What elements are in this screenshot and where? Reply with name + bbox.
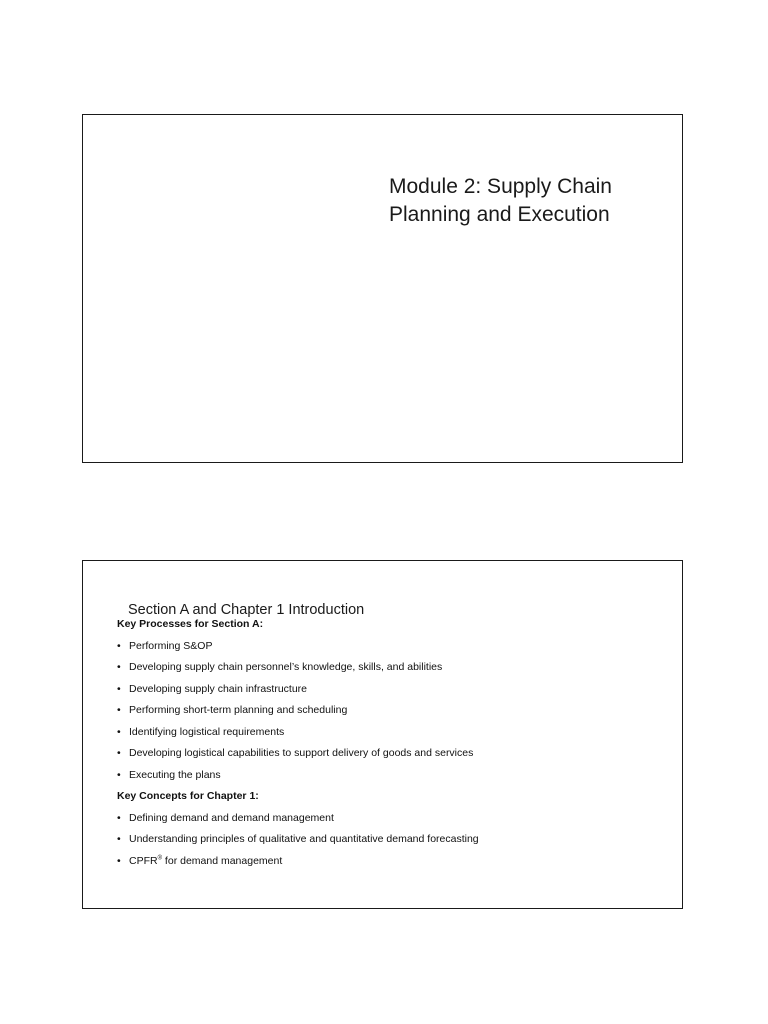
list-item <box>117 682 677 704</box>
chapter-1-heading: Key Concepts for Chapter 1: <box>117 790 259 802</box>
bullet-icon: • <box>117 747 121 759</box>
cpfr-suffix: for demand management <box>162 854 283 867</box>
slide-heading: Section A and Chapter 1 Introduction <box>128 602 365 618</box>
list-item <box>117 725 677 747</box>
module-title-line-2: Planning and Execution <box>389 203 610 226</box>
list-item-text: Performing S&OP <box>129 639 213 652</box>
list-item <box>117 703 677 725</box>
list-item <box>117 854 677 876</box>
bullet-icon: • <box>117 661 121 673</box>
section-a-list <box>117 639 677 790</box>
list-item-text: Developing supply chain personnel’s knowledge, skills, and abilities <box>129 661 443 673</box>
list-item-text: Developing logistical capabilities to support delivery of goods and services <box>129 747 474 759</box>
cpfr-prefix: CPFR <box>129 854 158 867</box>
title-slide <box>82 114 683 463</box>
list-item-text: Performing short-term planning and scheduling <box>129 704 348 716</box>
list-item <box>117 768 677 790</box>
list-item-text: Identifying logistical requirements <box>129 725 285 738</box>
bullet-icon: • <box>117 704 121 716</box>
bullet-icon: • <box>117 639 121 652</box>
module-title-line-1: Module 2: Supply Chain <box>389 175 612 198</box>
list-item <box>117 832 677 854</box>
section-a-heading: Key Processes for Section A: <box>117 618 264 630</box>
list-item <box>117 746 677 768</box>
list-item-text: Developing supply chain infrastructure <box>129 682 308 695</box>
list-item-text: Executing the plans <box>129 768 221 781</box>
bullet-icon: • <box>117 725 121 738</box>
chapter-1-list <box>117 811 677 876</box>
list-item-text: Defining demand and demand management <box>129 811 334 824</box>
list-item <box>117 660 677 682</box>
bullet-icon: • <box>117 811 121 824</box>
bullet-icon: • <box>117 682 121 695</box>
list-item <box>117 639 677 661</box>
bullet-icon: • <box>117 854 121 867</box>
module-title <box>389 173 612 229</box>
slide-content <box>117 617 677 875</box>
list-item-text: Understanding principles of qualitative and quantitative demand forecasting <box>129 833 479 845</box>
list-item <box>117 811 677 833</box>
intro-slide <box>82 560 683 909</box>
bullet-icon: • <box>117 833 121 845</box>
registered-mark: ® <box>157 855 163 861</box>
bullet-icon: • <box>117 768 121 781</box>
